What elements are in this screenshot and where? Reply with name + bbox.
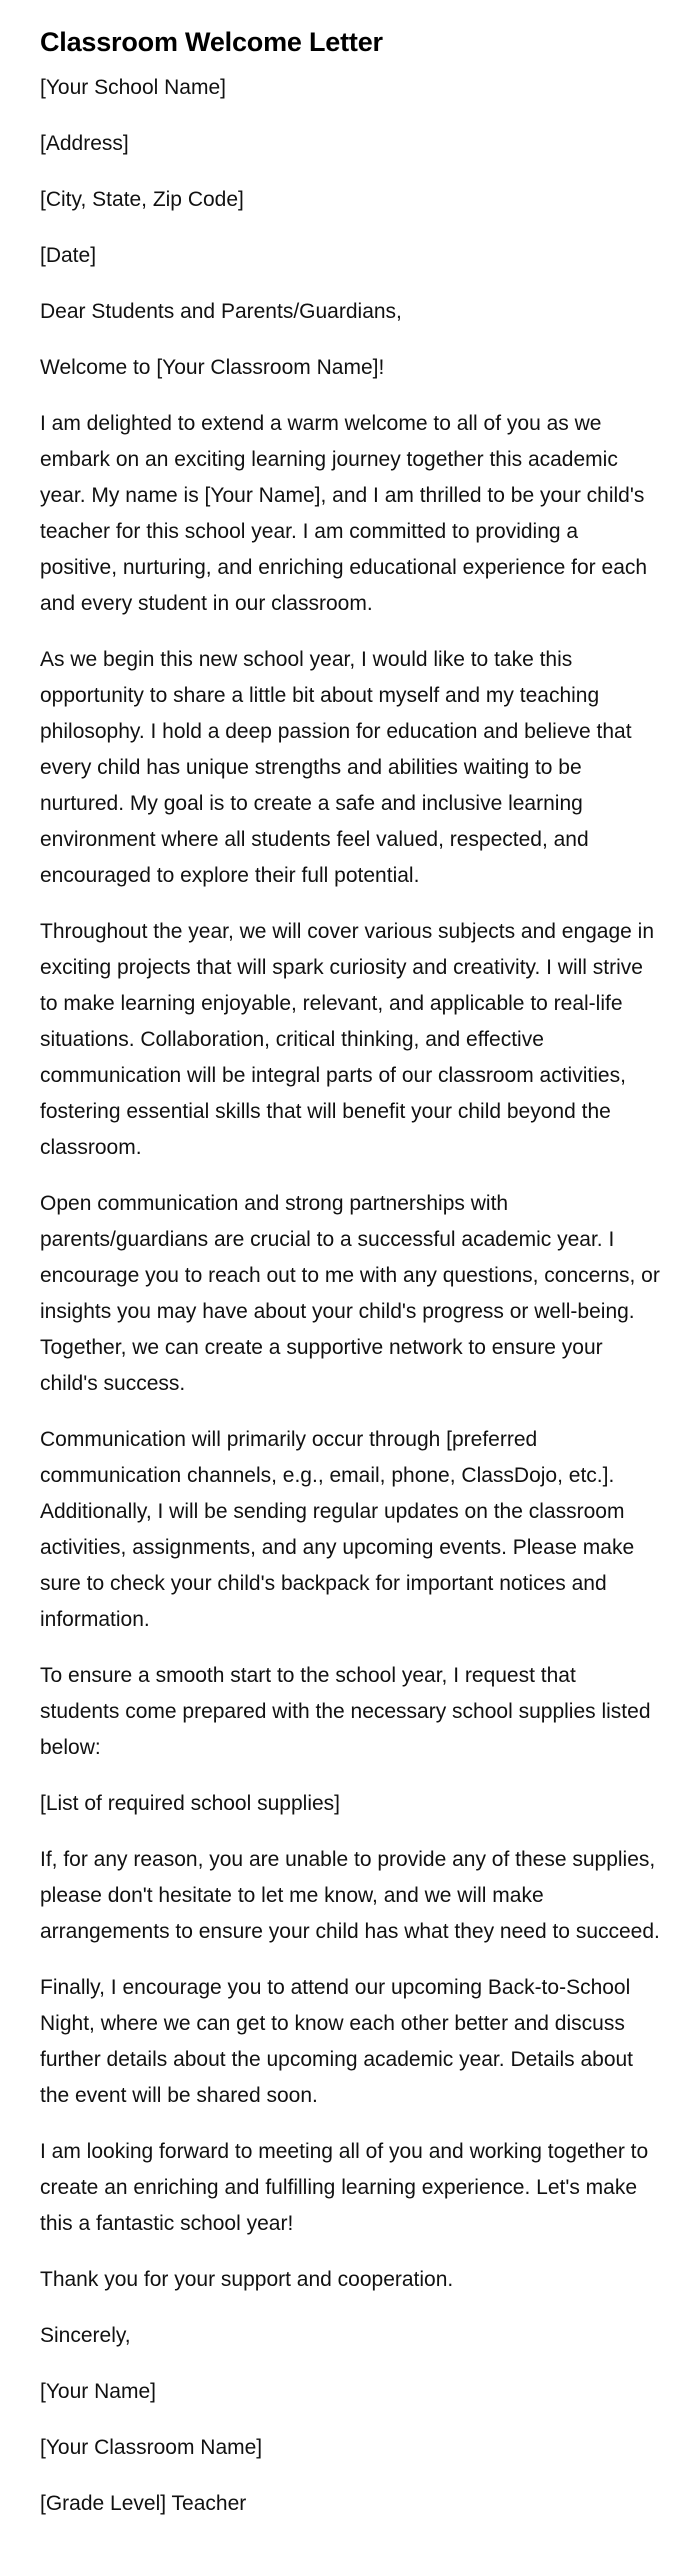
school-name: [Your School Name] (40, 76, 226, 99)
salutation: Dear Students and Parents/Guardians, (40, 300, 402, 323)
paragraph-looking-forward: I am looking forward to meeting all of you and working together to create an enriching and fulfilling learning experience. Let's make this a fantastic school year! (40, 2140, 649, 2235)
letter-title: Classroom Welcome Letter (40, 27, 383, 57)
paragraph-communication: Communication will primarily occur through [preferred communication channels, e.g., email, phone, ClassDojo, etc.]. Additionally, I will be sending regular updates on the classroom activities, assignments, and any upcoming events. Please make sure to check your child's backpack for important notices and information. (40, 1428, 635, 1631)
paragraph-supplies-help: If, for any reason, you are unable to provide any of these supplies, please don't hesitate to let me know, and we will make arrangements to ensure your child has what they need to succeed. (40, 1848, 660, 1943)
signature-grade: [Grade Level] Teacher (40, 2492, 247, 2515)
paragraph-back-to-school: Finally, I encourage you to attend our upcoming Back-to-School Night, where we can get to know each other better and discuss further details about the upcoming academic year. Details about the event will be shared soon. (40, 1976, 634, 2107)
city-state-zip: [City, State, Zip Code] (40, 188, 244, 211)
signature-name: [Your Name] (40, 2380, 156, 2403)
paragraph-intro: I am delighted to extend a warm welcome to all of you as we embark on an exciting learning journey together this academic year. My name is [Your Name], and I am thrilled to be your child's teacher for this school year. I am committed to providing a positive, nurturing, and enriching educational experience for each and every student in our classroom. (40, 412, 648, 615)
welcome-line: Welcome to [Your Classroom Name]! (40, 356, 385, 379)
date: [Date] (40, 244, 97, 267)
paragraph-thanks: Thank you for your support and cooperation. (40, 2268, 454, 2291)
paragraph-philosophy: As we begin this new school year, I would like to take this opportunity to share a little bit about myself and my teaching philosophy. I hold a deep passion for education and believe that every child has unique strengths and abilities waiting to be nurtured. My goal is to create a safe and inclusive learning environment where all students feel valued, respected, and encouraged to explore their full potential. (40, 648, 632, 887)
signature-classroom: [Your Classroom Name] (40, 2436, 263, 2459)
address: [Address] (40, 132, 129, 155)
supplies-list: [List of required school supplies] (40, 1792, 340, 1815)
paragraph-curriculum: Throughout the year, we will cover various subjects and engage in exciting projects that will spark curiosity and creativity. I will strive to make learning enjoyable, relevant, and applicable to real-life situations. Collaboration, critical thinking, and effective communication will be integral parts of our classroom activities, fostering essential skills that will benefit your child beyond the classroom. (40, 920, 655, 1159)
paragraph-supplies-request: To ensure a smooth start to the school year, I request that students come prepared with the necessary school supplies listed below: (40, 1664, 651, 1759)
paragraph-partnership: Open communication and strong partnerships with parents/guardians are crucial to a successful academic year. I encourage you to reach out to me with any questions, concerns, or insights you may have about your child's progress or well-being. Together, we can create a supportive network to ensure your child's success. (40, 1192, 660, 1395)
closing: Sincerely, (40, 2324, 131, 2347)
